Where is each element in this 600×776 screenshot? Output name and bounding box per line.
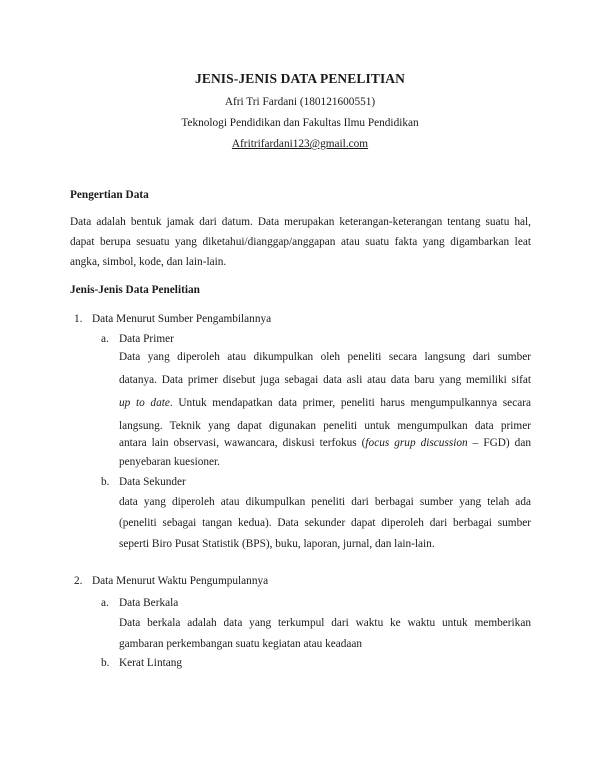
paragraph-line: Data yang diperoleh atau dikumpulkan oleh peneliti secara langsung dari sumber [119,351,531,363]
list-item-label: Data Menurut Sumber Pengambilannya [92,313,272,325]
document-title: JENIS-JENIS DATA PENELITIAN [195,71,405,86]
paragraph-line: (peneliti sebagai tangan kedua). Data sekunder dapat diperoleh dari berbagai sumber [119,517,531,529]
sublist-item-label: Kerat Lintang [119,657,183,669]
text-run: . Untuk mendapatkan data primer, peneliti harus mengumpulkannya secara [169,397,532,409]
paragraph-line: langsung. Teknik yang dapat digunakan peneliti untuk mengumpulkan data primer [119,420,531,432]
paragraph-line: gambaran perkembangan suatu kegiatan atau keadaan [119,638,363,650]
email-link[interactable]: Afritrifardani123@gmail.com [231,138,369,150]
paragraph-line: seperti Biro Pusat Statistik (BPS), buku, laporan, jurnal, dan lain-lain. [119,538,435,550]
italic-term: up to date [119,397,170,409]
author-name: Afri Tri Fardani (180121600551) [224,96,376,108]
sublist-item-label: Data Primer [119,333,174,345]
sublist-marker: a. [101,333,109,345]
sublist-marker: b. [101,657,110,669]
paragraph-line: datanya. Data primer disebut juga sebagai data asli atau data baru yang memiliki sifat [119,374,531,386]
paragraph-line: angka, simbol, kode, dan lain-lain. [70,256,227,268]
paragraph-line [119,393,531,413]
text-run: antara lain observasi, wawancara, diskusi terfokus ( [119,437,366,449]
sublist-item-label: Data Berkala [119,597,179,609]
list-marker: 1. [74,313,83,325]
list-item-label: Data Menurut Waktu Pengumpulannya [92,575,269,587]
author-email[interactable] [0,138,600,150]
list-marker: 2. [74,575,83,587]
paragraph-line: Data adalah bentuk jamak dari datum. Data merupakan keterangan-keterangan tentang suatu hal, [70,216,531,228]
paragraph-line: dapat berupa sesuatu yang diketahui/dianggap/anggapan atau suatu fakta yang digambarkan leat [70,236,531,248]
sublist-marker: a. [101,597,109,609]
italic-term: focus grup discussion [365,437,468,449]
sublist-marker: b. [101,476,110,488]
section-heading-pengertian: Pengertian Data [70,189,149,201]
paragraph-line: Data berkala adalah data yang terkumpul dari waktu ke waktu untuk memberikan [119,617,531,629]
sublist-item-label: Data Sekunder [119,476,186,488]
paragraph-line [119,433,531,453]
author-affiliation: Teknologi Pendidikan dan Fakultas Ilmu Pendidikan [181,117,419,129]
paragraph-line: data yang diperoleh atau dikumpulkan peneliti dari berbagai sumber yang telah ada [119,496,531,508]
paragraph-line: penyebaran kuesioner. [119,456,221,468]
text-run: – FGD) dan [467,437,531,449]
section-heading-jenis: Jenis-Jenis Data Penelitian [70,284,200,296]
